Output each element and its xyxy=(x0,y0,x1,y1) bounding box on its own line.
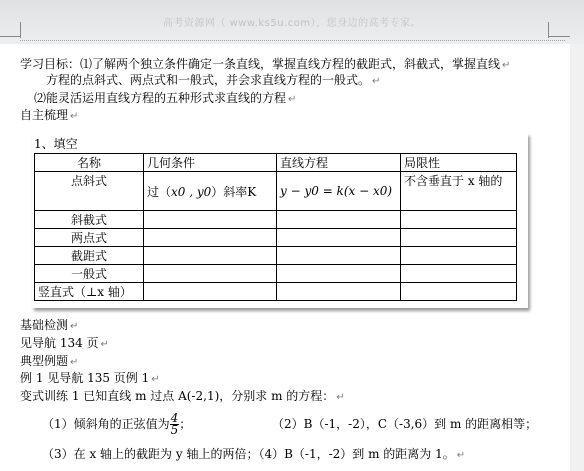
page-header-band xyxy=(0,0,584,44)
table-row xyxy=(35,172,517,211)
basic-check-ref: 见导航 134 页 ↵ xyxy=(20,336,109,350)
header-cell: 直线方程 xyxy=(277,154,401,172)
fraction: $\frac{4}{5}$ xyxy=(170,411,179,437)
header-cell: 局限性 xyxy=(401,154,517,172)
name-cell: 点斜式 xyxy=(35,172,144,211)
name-cell: 斜截式 xyxy=(35,211,144,229)
item-3-4: （3）在 x 轴上的截距为 y 轴上的两倍；（4）B（-1，-2）到 m 的距离为 1。 ↵ xyxy=(42,447,466,461)
condition-cell: 过（x0 , y0）斜率K xyxy=(144,172,277,211)
equation-cell: y − y0 = k(x − x0) xyxy=(277,172,401,211)
name-cell: 一般式 xyxy=(35,265,144,283)
table-row xyxy=(35,247,517,265)
table-title: 1、填空 xyxy=(34,137,78,151)
watermark-text: 高考资源网（ www.ks5u.com），您身边的高考专家。 xyxy=(162,18,422,29)
goal-line-2: 方程的点斜式、两点式和一般式，并会求直线方程的一般式。 ↵ xyxy=(46,73,381,87)
basic-check-heading: 基础检测 ↵ xyxy=(20,318,79,332)
crop-mark xyxy=(20,22,21,38)
goal-line-3: ⑵能灵活运用直线方程的五种形式求直线的方程 ↵ xyxy=(34,91,297,105)
table-header-row xyxy=(35,154,517,172)
table-row xyxy=(35,229,517,247)
limitation-cell: 不含垂直于 x 轴的 xyxy=(401,172,517,211)
table-row xyxy=(35,265,517,283)
header-divider xyxy=(20,40,565,41)
item-1: （1）倾斜角的正弦值为 $\frac{4}{5}$ ； xyxy=(42,411,192,437)
table-row xyxy=(35,283,517,301)
item-2: （2）B（-1，-2），C（-3,6）到 m 的距离相等； xyxy=(272,417,538,431)
name-cell: 截距式 xyxy=(35,247,144,265)
header-cell: 名称 xyxy=(35,154,144,172)
name-cell: 竖直式（⊥x 轴） xyxy=(35,283,144,301)
equation-table xyxy=(34,153,517,301)
example-1: 例 1 见导航 135 页例 1 ↵ xyxy=(20,371,160,385)
goal-line-1: 学习目标：⑴了解两个独立条件确定一条直线，掌握直线方程的截距式，斜截式，掌握直线 ↵ xyxy=(20,57,511,71)
table-row xyxy=(35,211,517,229)
vertical-scrollbar[interactable] xyxy=(570,44,584,471)
header-cell: 几何条件 xyxy=(144,154,277,172)
examples-heading: 典型例题 ↵ xyxy=(20,354,79,368)
crop-mark xyxy=(0,36,20,37)
section-heading: 自主梳理 ↵ xyxy=(20,108,79,122)
variant-exercise: 变式训练 1 已知直线 m 过点 A(-2,1)，分别求 m 的方程： ↵ xyxy=(20,389,345,403)
crop-mark xyxy=(548,22,549,38)
name-cell: 两点式 xyxy=(35,229,144,247)
crop-mark xyxy=(548,36,570,37)
